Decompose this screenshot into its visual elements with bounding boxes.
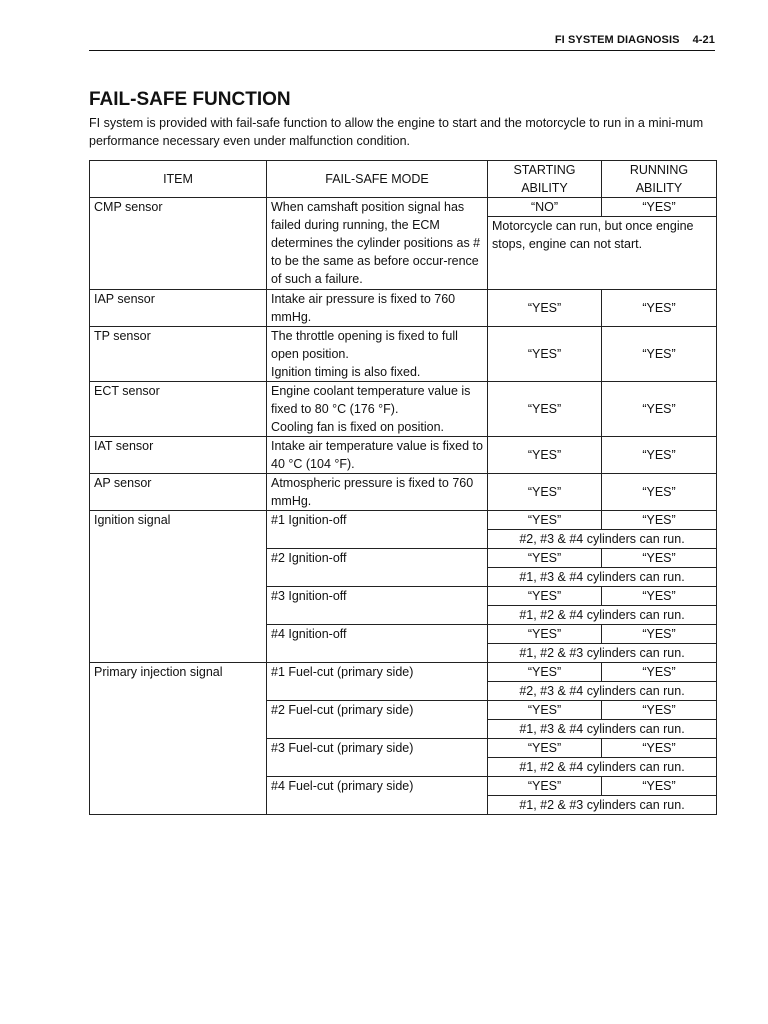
- fail-safe-table: [89, 160, 717, 815]
- running-cell: “YES”: [602, 587, 717, 606]
- starting-cell: “YES”: [488, 474, 602, 511]
- item-cell: IAP sensor: [90, 290, 267, 327]
- mode-cell: #3 Fuel-cut (primary side): [267, 739, 488, 777]
- running-cell: “YES”: [602, 437, 717, 474]
- table-row: [90, 290, 717, 327]
- note-cell: #1, #3 & #4 cylinders can run.: [488, 720, 717, 739]
- mode-cell: #2 Ignition-off: [267, 549, 488, 587]
- table-header-row: [90, 161, 717, 198]
- page-header: [555, 34, 715, 46]
- starting-cell: “YES”: [488, 587, 602, 606]
- running-cell: “YES”: [602, 777, 717, 796]
- running-cell: “YES”: [602, 290, 717, 327]
- mode-cell: #3 Ignition-off: [267, 587, 488, 625]
- running-cell: “YES”: [602, 739, 717, 758]
- item-cell: TP sensor: [90, 327, 267, 382]
- item-cell: IAT sensor: [90, 437, 267, 474]
- running-cell: “YES”: [602, 198, 717, 217]
- item-cell: ECT sensor: [90, 382, 267, 437]
- page-number: 4-21: [692, 34, 715, 46]
- mode-cell: Atmospheric pressure is fixed to 760 mmHg.: [267, 474, 488, 511]
- mode-cell: #4 Fuel-cut (primary side): [267, 777, 488, 815]
- starting-cell: “YES”: [488, 382, 602, 437]
- item-cell: Primary injection signal: [90, 663, 267, 815]
- header-running-ability: RUNNING ABILITY: [602, 161, 717, 198]
- starting-cell: “YES”: [488, 549, 602, 568]
- starting-cell: “YES”: [488, 327, 602, 382]
- running-cell: “YES”: [602, 549, 717, 568]
- header-item: ITEM: [90, 161, 267, 198]
- table-row: [90, 663, 717, 682]
- mode-cell: Intake air pressure is fixed to 760 mmHg.: [267, 290, 488, 327]
- running-cell: “YES”: [602, 701, 717, 720]
- starting-cell: “NO”: [488, 198, 602, 217]
- mode-cell: Intake air temperature value is fixed to 40 °C (104 °F).: [267, 437, 488, 474]
- note-cell: #1, #2 & #3 cylinders can run.: [488, 644, 717, 663]
- item-cell: Ignition signal: [90, 511, 267, 663]
- mode-cell: #2 Fuel-cut (primary side): [267, 701, 488, 739]
- starting-cell: “YES”: [488, 437, 602, 474]
- header-fail-safe-mode: FAIL-SAFE MODE: [267, 161, 488, 198]
- note-cell: Motorcycle can run, but once engine stops, engine can not start.: [488, 217, 717, 290]
- header-starting-ability: STARTING ABILITY: [488, 161, 602, 198]
- note-cell: #1, #2 & #3 cylinders can run.: [488, 796, 717, 815]
- table-row: [90, 474, 717, 511]
- table-row: [90, 382, 717, 437]
- intro-paragraph: FI system is provided with fail-safe function to allow the engine to start and the motorcycle to run in a mini-mum performance necessary even under malfunction condition.: [89, 116, 704, 148]
- running-cell: “YES”: [602, 511, 717, 530]
- starting-cell: “YES”: [488, 663, 602, 682]
- mode-cell: When camshaft position signal has failed during running, the ECM determines the cylinder positions as # to be the same as before occur-rence of such a failure.: [267, 198, 488, 290]
- note-cell: #2, #3 & #4 cylinders can run.: [488, 530, 717, 549]
- running-cell: “YES”: [602, 382, 717, 437]
- mode-cell: #1 Fuel-cut (primary side): [267, 663, 488, 701]
- starting-cell: “YES”: [488, 290, 602, 327]
- table-row: [90, 511, 717, 530]
- mode-cell: Engine coolant temperature value is fixed to 80 °C (176 °F). Cooling fan is fixed on position.: [267, 382, 488, 437]
- table-row: [90, 198, 717, 217]
- note-cell: #1, #2 & #4 cylinders can run.: [488, 758, 717, 777]
- mode-cell: #1 Ignition-off: [267, 511, 488, 549]
- starting-cell: “YES”: [488, 625, 602, 644]
- running-cell: “YES”: [602, 663, 717, 682]
- table-row: [90, 327, 717, 382]
- starting-cell: “YES”: [488, 739, 602, 758]
- page-title: FAIL-SAFE FUNCTION: [89, 89, 291, 110]
- header-divider: [89, 50, 715, 51]
- starting-cell: “YES”: [488, 511, 602, 530]
- running-cell: “YES”: [602, 474, 717, 511]
- running-cell: “YES”: [602, 625, 717, 644]
- mode-cell: The throttle opening is fixed to full open position. Ignition timing is also fixed.: [267, 327, 488, 382]
- table-body: [90, 198, 717, 815]
- note-cell: #1, #2 & #4 cylinders can run.: [488, 606, 717, 625]
- starting-cell: “YES”: [488, 777, 602, 796]
- item-cell: AP sensor: [90, 474, 267, 511]
- mode-cell: #4 Ignition-off: [267, 625, 488, 663]
- starting-cell: “YES”: [488, 701, 602, 720]
- section-title: FI SYSTEM DIAGNOSIS: [554, 34, 680, 46]
- note-cell: #1, #3 & #4 cylinders can run.: [488, 568, 717, 587]
- table-row: [90, 437, 717, 474]
- running-cell: “YES”: [602, 327, 717, 382]
- note-cell: #2, #3 & #4 cylinders can run.: [488, 682, 717, 701]
- item-cell: CMP sensor: [90, 198, 267, 290]
